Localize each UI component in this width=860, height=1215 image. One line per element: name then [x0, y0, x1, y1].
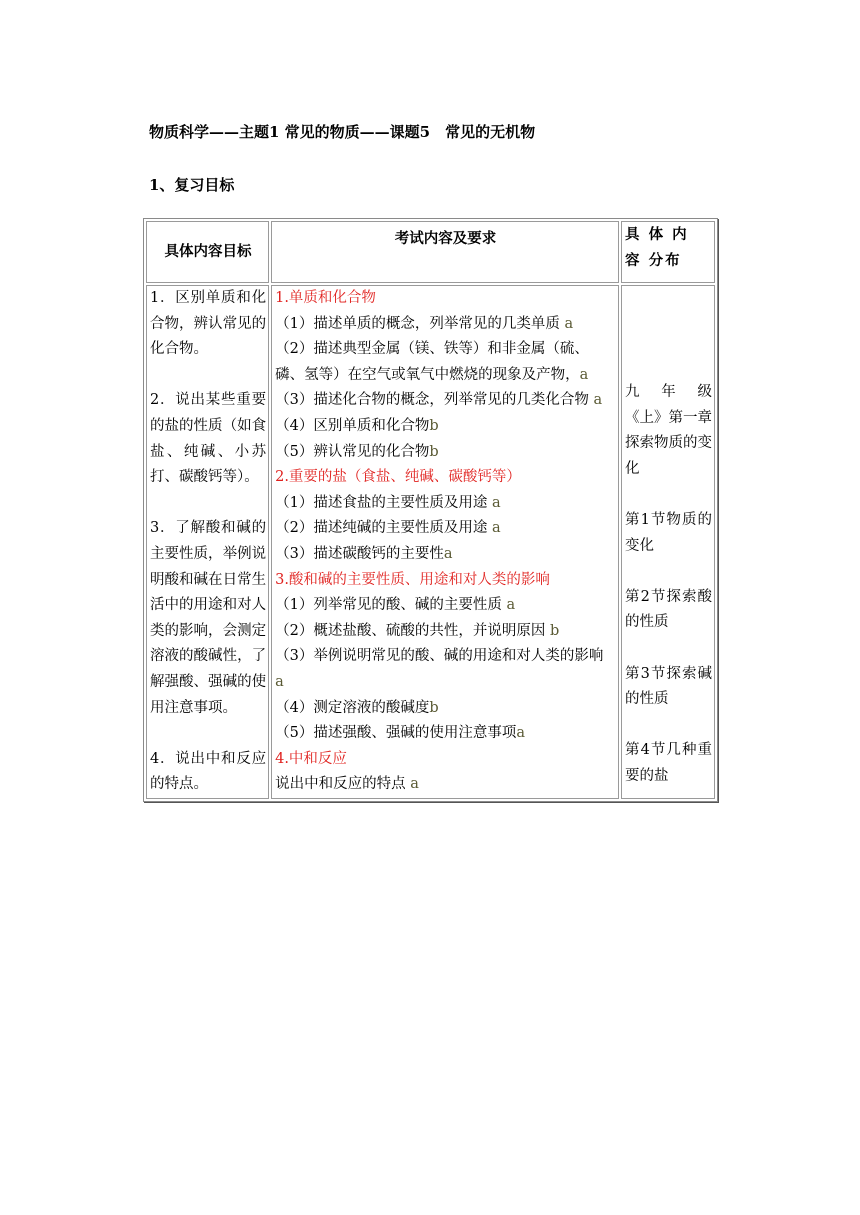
requirements-cell [271, 285, 619, 799]
requirement-item: （1）列举常见的酸、碱的主要性质 a [275, 597, 516, 614]
requirement-section-title: 1.单质和化合物 [275, 290, 376, 306]
level-mark: a [579, 366, 589, 383]
requirement-item: （5）辨认常见的化合物b [275, 443, 439, 460]
level-mark: b [429, 443, 439, 460]
header-content-goals: 具体内容目标 [146, 221, 269, 283]
requirement-item: （2）描述典型金属（镁、铁等）和非金属（硫、磷、氢等）在空气或氧气中燃烧的现象及产物，a [275, 341, 589, 383]
document-title: 物质科学——主题1 常见的物质——课题5 常见的无机物 [149, 123, 536, 141]
requirement-item: （2）描述纯碱的主要性质及用途 a [275, 520, 501, 537]
table-body-row [146, 285, 715, 799]
distribution-item: 第1节物质的变化 [625, 511, 712, 554]
goal-item: 1．区别单质和化合物，辨认常见的化合物。 [150, 290, 267, 358]
requirement-item: （3）描述碳酸钙的主要性a [275, 545, 453, 562]
level-mark: a [443, 545, 453, 562]
requirement-item: （4）测定溶液的酸碱度b [275, 699, 439, 716]
table-header-row [146, 221, 715, 283]
level-mark: a [491, 494, 501, 511]
requirement-item: （1）描述单质的概念，列举常见的几类单质 a [275, 315, 574, 332]
distribution-item: 第3节探索碱的性质 [625, 665, 712, 708]
level-mark: a [564, 315, 574, 332]
goal-item: 3．了解酸和碱的主要性质，举例说明酸和碱在日常生活中的用途和对人类的影响，会测定溶液的酸碱性，了解强酸、强碱的使用注意事项。 [150, 520, 267, 716]
requirement-item: （2）概述盐酸、硫酸的共性，并说明原因 b [275, 622, 560, 639]
section-heading: 1、复习目标 [149, 176, 235, 194]
level-mark: b [429, 699, 439, 716]
level-mark: a [593, 392, 603, 409]
level-mark: a [275, 673, 284, 690]
requirement-item: （4）区别单质和化合物b [275, 417, 439, 434]
header-distribution: 具 体 内 容 分布 [621, 221, 715, 283]
level-mark: b [429, 417, 439, 434]
requirement-item: （3）描述化合物的概念，列举常见的几类化合物 a [275, 392, 603, 409]
level-mark: a [506, 597, 516, 614]
goal-item: 2．说出某些重要的盐的性质（如食盐、纯碱、小苏打、碳酸钙等）。 [150, 392, 267, 486]
level-mark: a [410, 776, 419, 793]
distribution-item: 第4节几种重要的盐 [625, 742, 712, 784]
requirement-item: （3）举例说明常见的酸、碱的用途和对人类的影响 a [275, 648, 604, 690]
goals-cell [146, 285, 269, 799]
distribution-item: 九 年 级《上》第一章探索物质的变化 [625, 384, 713, 477]
goal-item: 4．说出中和反应的特点。 [150, 750, 267, 793]
level-mark: a [516, 725, 525, 742]
header-exam-requirements: 考试内容及要求 [271, 221, 619, 283]
level-mark: a [491, 520, 501, 537]
requirement-item: （1）描述食盐的主要性质及用途 a [275, 494, 501, 511]
requirement-section-title: 3.酸和碱的主要性质、用途和对人类的影响 [275, 571, 550, 588]
requirement-item: 说出中和反应的特点 a [275, 776, 419, 793]
distribution-item: 第2节探索酸的性质 [625, 588, 712, 631]
requirement-item: （5）描述强酸、强碱的使用注意事项a [275, 725, 525, 742]
review-goals-table [143, 218, 718, 802]
requirement-section-title: 2.重要的盐（食盐、纯碱、碳酸钙等） [275, 469, 521, 486]
distribution-cell [621, 285, 715, 799]
level-mark: b [549, 622, 560, 639]
requirement-section-title: 4.中和反应 [275, 750, 347, 767]
